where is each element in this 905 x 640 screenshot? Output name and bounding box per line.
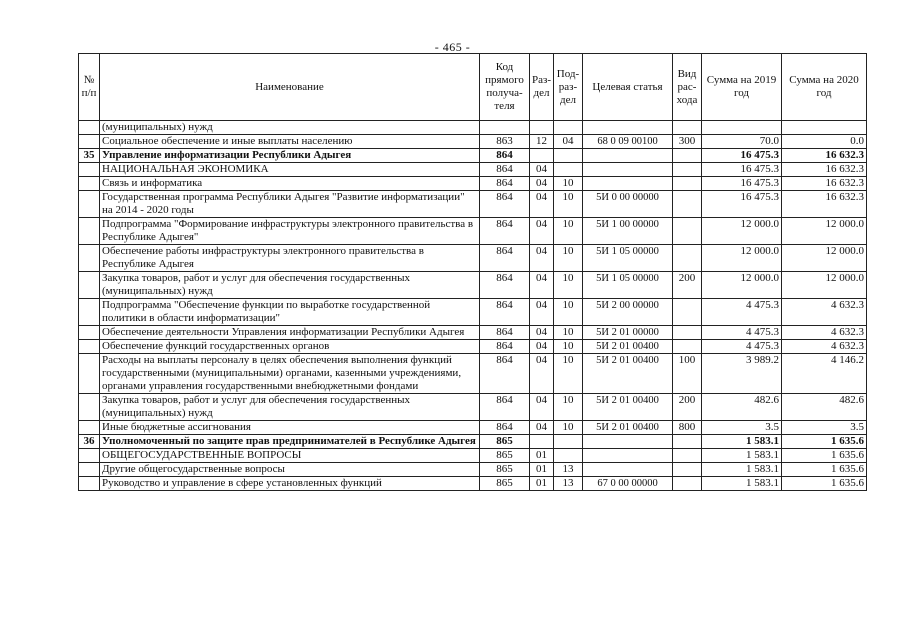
- cell-exp-type: [673, 245, 702, 272]
- cell-subsection: 10: [554, 394, 583, 421]
- cell-sum-2019: 12 000.0: [702, 245, 782, 272]
- cell-subsection: 10: [554, 326, 583, 340]
- cell-sum-2019: 4 475.3: [702, 326, 782, 340]
- cell-subsection: [554, 449, 583, 463]
- cell-exp-type: [673, 449, 702, 463]
- cell-target: [583, 163, 673, 177]
- cell-exp-type: [673, 177, 702, 191]
- cell-code: 865: [480, 463, 530, 477]
- cell-subsection: [554, 435, 583, 449]
- cell-subsection: 10: [554, 340, 583, 354]
- cell-sum-2019: 4 475.3: [702, 340, 782, 354]
- cell-sum-2019: 1 583.1: [702, 435, 782, 449]
- header-name: Наименование: [100, 54, 480, 121]
- cell-subsection: 04: [554, 135, 583, 149]
- cell-subsection: 10: [554, 177, 583, 191]
- table-row: [79, 435, 867, 449]
- cell-num: [79, 191, 100, 218]
- cell-section: 04: [530, 272, 554, 299]
- cell-code: 864: [480, 218, 530, 245]
- cell-section: 01: [530, 449, 554, 463]
- cell-subsection: 10: [554, 245, 583, 272]
- cell-target: 68 0 09 00100: [583, 135, 673, 149]
- cell-code: 864: [480, 163, 530, 177]
- cell-sum-2019: 12 000.0: [702, 272, 782, 299]
- cell-num: [79, 477, 100, 491]
- table-row: [79, 272, 867, 299]
- cell-sum-2019: 1 583.1: [702, 463, 782, 477]
- table-row: [79, 477, 867, 491]
- cell-sum-2019: 12 000.0: [702, 218, 782, 245]
- cell-section: 04: [530, 354, 554, 394]
- cell-num: [79, 326, 100, 340]
- cell-section: [530, 435, 554, 449]
- cell-exp-type: [673, 340, 702, 354]
- cell-exp-type: [673, 163, 702, 177]
- cell-code: 864: [480, 272, 530, 299]
- table-row: [79, 421, 867, 435]
- cell-name: ОБЩЕГОСУДАРСТВЕННЫЕ ВОПРОСЫ: [100, 449, 480, 463]
- cell-sum-2020: 12 000.0: [782, 245, 867, 272]
- cell-name: Закупка товаров, работ и услуг для обеспечения государственных (муниципальных) нужд: [100, 272, 480, 299]
- table-row: [79, 218, 867, 245]
- cell-target: 5И 1 05 00000: [583, 245, 673, 272]
- table-row: [79, 299, 867, 326]
- cell-exp-type: [673, 463, 702, 477]
- cell-sum-2020: [782, 121, 867, 135]
- table-row: [79, 463, 867, 477]
- cell-target: [583, 177, 673, 191]
- cell-subsection: 10: [554, 218, 583, 245]
- cell-exp-type: [673, 218, 702, 245]
- cell-section: [530, 149, 554, 163]
- cell-exp-type: [673, 477, 702, 491]
- cell-code: 863: [480, 135, 530, 149]
- cell-sum-2019: 16 475.3: [702, 163, 782, 177]
- cell-code: 864: [480, 245, 530, 272]
- cell-exp-type: [673, 326, 702, 340]
- cell-sum-2020: 4 632.3: [782, 340, 867, 354]
- cell-name: Обеспечение деятельности Управления информатизации Республики Адыгея: [100, 326, 480, 340]
- cell-name: Другие общегосударственные вопросы: [100, 463, 480, 477]
- cell-sum-2019: 1 583.1: [702, 449, 782, 463]
- cell-name: (муниципальных) нужд: [100, 121, 480, 135]
- header-code: Код прямого получа-теля: [480, 54, 530, 121]
- cell-sum-2019: 70.0: [702, 135, 782, 149]
- cell-name: Руководство и управление в сфере установленных функций: [100, 477, 480, 491]
- cell-name: Государственная программа Республики Адыгея "Развитие информатизации" на 2014 - 2020 годы: [100, 191, 480, 218]
- header-target: Целевая статья: [583, 54, 673, 121]
- cell-section: 04: [530, 218, 554, 245]
- cell-name: Подпрограмма "Формирование инфраструктуры электронного правительства в Республике Адыгея": [100, 218, 480, 245]
- cell-target: [583, 463, 673, 477]
- table-body: [79, 121, 867, 491]
- table-row: [79, 121, 867, 135]
- cell-section: 04: [530, 245, 554, 272]
- table-row: [79, 149, 867, 163]
- cell-code: 864: [480, 421, 530, 435]
- cell-target: 5И 2 01 00400: [583, 340, 673, 354]
- cell-num: [79, 121, 100, 135]
- cell-section: 01: [530, 463, 554, 477]
- cell-num: [79, 135, 100, 149]
- cell-code: 864: [480, 326, 530, 340]
- cell-sum-2020: 12 000.0: [782, 218, 867, 245]
- cell-num: [79, 299, 100, 326]
- table-row: [79, 163, 867, 177]
- cell-sum-2020: 16 632.3: [782, 191, 867, 218]
- cell-name: НАЦИОНАЛЬНАЯ ЭКОНОМИКА: [100, 163, 480, 177]
- cell-section: [530, 121, 554, 135]
- cell-code: 864: [480, 340, 530, 354]
- header-exp-type: Вид рас-хода: [673, 54, 702, 121]
- header-subsection: Под-раз-дел: [554, 54, 583, 121]
- cell-code: 865: [480, 449, 530, 463]
- cell-num: [79, 340, 100, 354]
- cell-num: [79, 245, 100, 272]
- cell-num: [79, 354, 100, 394]
- cell-target: 5И 1 00 00000: [583, 218, 673, 245]
- cell-target: [583, 449, 673, 463]
- cell-code: 864: [480, 299, 530, 326]
- cell-sum-2020: 4 632.3: [782, 326, 867, 340]
- cell-num: [79, 421, 100, 435]
- cell-sum-2019: [702, 121, 782, 135]
- cell-code: 865: [480, 477, 530, 491]
- cell-sum-2019: 4 475.3: [702, 299, 782, 326]
- cell-exp-type: 800: [673, 421, 702, 435]
- cell-sum-2019: 16 475.3: [702, 149, 782, 163]
- cell-subsection: 13: [554, 463, 583, 477]
- cell-exp-type: 300: [673, 135, 702, 149]
- cell-name: Закупка товаров, работ и услуг для обеспечения государственных (муниципальных) нужд: [100, 394, 480, 421]
- cell-code: [480, 121, 530, 135]
- header-num: № п/п: [79, 54, 100, 121]
- cell-sum-2019: 3 989.2: [702, 354, 782, 394]
- table-header: [79, 54, 867, 121]
- cell-name: Управление информатизации Республики Адыгея: [100, 149, 480, 163]
- cell-target: 5И 0 00 00000: [583, 191, 673, 218]
- table-row: [79, 326, 867, 340]
- cell-section: 01: [530, 477, 554, 491]
- cell-sum-2020: 4 632.3: [782, 299, 867, 326]
- cell-sum-2020: 3.5: [782, 421, 867, 435]
- cell-num: [79, 218, 100, 245]
- header-sum-2019: Сумма на 2019 год: [702, 54, 782, 121]
- cell-sum-2020: 1 635.6: [782, 435, 867, 449]
- header-section: Раз-дел: [530, 54, 554, 121]
- cell-code: 864: [480, 354, 530, 394]
- cell-target: 5И 2 01 00400: [583, 394, 673, 421]
- cell-sum-2020: 16 632.3: [782, 149, 867, 163]
- header-sum-2020: Сумма на 2020 год: [782, 54, 867, 121]
- cell-target: 67 0 00 00000: [583, 477, 673, 491]
- page-number: - 465 -: [434, 40, 471, 54]
- cell-exp-type: [673, 121, 702, 135]
- table-row: [79, 135, 867, 149]
- cell-exp-type: [673, 149, 702, 163]
- cell-target: 5И 2 01 00400: [583, 354, 673, 394]
- cell-num: [79, 394, 100, 421]
- cell-target: 5И 2 01 00000: [583, 326, 673, 340]
- cell-target: 5И 2 01 00400: [583, 421, 673, 435]
- cell-sum-2019: 1 583.1: [702, 477, 782, 491]
- cell-code: 864: [480, 191, 530, 218]
- table-row: [79, 354, 867, 394]
- cell-num: 36: [79, 435, 100, 449]
- cell-code: 865: [480, 435, 530, 449]
- budget-table: [78, 53, 867, 491]
- cell-code: 864: [480, 177, 530, 191]
- table-row: [79, 449, 867, 463]
- cell-name: Расходы на выплаты персоналу в целях обеспечения выполнения функций государственными (муниципальными) органами, казенными учреждениями, органами управления государственными внебюджетными фондами: [100, 354, 480, 394]
- cell-sum-2020: 4 146.2: [782, 354, 867, 394]
- cell-target: 5И 1 05 00000: [583, 272, 673, 299]
- cell-code: 864: [480, 394, 530, 421]
- cell-sum-2020: 482.6: [782, 394, 867, 421]
- cell-section: 04: [530, 177, 554, 191]
- cell-target: [583, 435, 673, 449]
- cell-section: 04: [530, 299, 554, 326]
- cell-num: [79, 177, 100, 191]
- cell-exp-type: [673, 435, 702, 449]
- cell-name: Подпрограмма "Обеспечение функции по выработке государственной политики в области информатизации": [100, 299, 480, 326]
- cell-subsection: 10: [554, 421, 583, 435]
- cell-sum-2020: 1 635.6: [782, 463, 867, 477]
- cell-name: Связь и информатика: [100, 177, 480, 191]
- cell-name: Обеспечение функций государственных органов: [100, 340, 480, 354]
- cell-num: 35: [79, 149, 100, 163]
- cell-section: 04: [530, 191, 554, 218]
- cell-sum-2020: 1 635.6: [782, 477, 867, 491]
- cell-sum-2020: 16 632.3: [782, 177, 867, 191]
- cell-num: [79, 163, 100, 177]
- cell-section: 04: [530, 421, 554, 435]
- cell-exp-type: [673, 191, 702, 218]
- cell-num: [79, 272, 100, 299]
- cell-subsection: 13: [554, 477, 583, 491]
- cell-sum-2020: 16 632.3: [782, 163, 867, 177]
- cell-exp-type: 200: [673, 394, 702, 421]
- table-row: [79, 340, 867, 354]
- table-row: [79, 191, 867, 218]
- cell-exp-type: 200: [673, 272, 702, 299]
- table-row: [79, 177, 867, 191]
- cell-subsection: 10: [554, 299, 583, 326]
- cell-subsection: 10: [554, 354, 583, 394]
- cell-exp-type: 100: [673, 354, 702, 394]
- cell-section: 04: [530, 394, 554, 421]
- cell-section: 04: [530, 326, 554, 340]
- cell-subsection: 10: [554, 272, 583, 299]
- cell-name: Социальное обеспечение и иные выплаты населению: [100, 135, 480, 149]
- cell-num: [79, 449, 100, 463]
- cell-subsection: 10: [554, 191, 583, 218]
- cell-sum-2019: 3.5: [702, 421, 782, 435]
- cell-name: Иные бюджетные ассигнования: [100, 421, 480, 435]
- table-row: [79, 245, 867, 272]
- cell-sum-2019: 16 475.3: [702, 191, 782, 218]
- cell-subsection: [554, 163, 583, 177]
- cell-sum-2019: 16 475.3: [702, 177, 782, 191]
- cell-code: 864: [480, 149, 530, 163]
- cell-exp-type: [673, 299, 702, 326]
- cell-name: Обеспечение работы инфраструктуры электронного правительства в Республике Адыгея: [100, 245, 480, 272]
- cell-section: 04: [530, 163, 554, 177]
- cell-sum-2019: 482.6: [702, 394, 782, 421]
- cell-name: Уполномоченный по защите прав предпринимателей в Республике Адыгея: [100, 435, 480, 449]
- cell-target: 5И 2 00 00000: [583, 299, 673, 326]
- cell-target: [583, 149, 673, 163]
- cell-sum-2020: 0.0: [782, 135, 867, 149]
- cell-target: [583, 121, 673, 135]
- cell-section: 12: [530, 135, 554, 149]
- cell-num: [79, 463, 100, 477]
- cell-section: 04: [530, 340, 554, 354]
- cell-subsection: [554, 121, 583, 135]
- cell-subsection: [554, 149, 583, 163]
- cell-sum-2020: 12 000.0: [782, 272, 867, 299]
- cell-sum-2020: 1 635.6: [782, 449, 867, 463]
- table-row: [79, 394, 867, 421]
